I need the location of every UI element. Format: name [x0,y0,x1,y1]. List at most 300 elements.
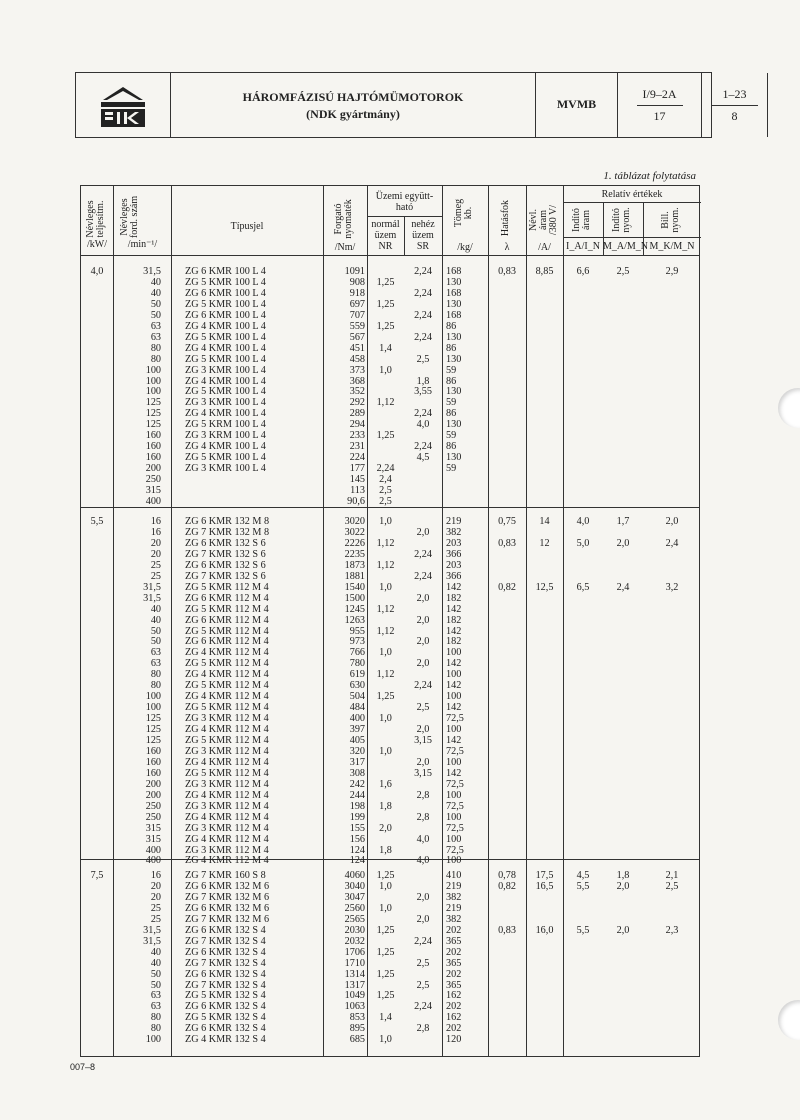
cell-type: ZG 3 KMR 112 M 4 [185,844,269,856]
cell-torque: 1710 [344,957,365,969]
page-number [702,73,768,137]
cell-type: ZG 7 KMR 132 S 6 [185,570,266,582]
cell-sr: 2,8 [416,811,430,823]
power-group-label: 4,0 [90,266,104,277]
cell-speed: 20 [150,880,161,892]
cell-torque: 484 [349,702,365,714]
sheet-number [618,73,702,137]
cell-mass: 142 [446,680,462,692]
cell-sr: 2,0 [416,724,430,736]
cell-speed: 50 [150,309,161,321]
cell-current: 12 [539,537,550,549]
col-header-eff: Hatásfok [500,199,511,237]
cell-speed: 40 [150,287,161,299]
cell-type: ZG 6 KMR 132 S 4 [185,946,266,958]
cell-speed: 125 [145,735,161,746]
col-header-service: Üzemi együtt- ható [375,191,434,213]
cell-mass: 120 [446,1034,462,1046]
cell-start-torque-ratio: 1,7 [616,516,630,527]
subheader-line [563,237,701,238]
cell-type: ZG 7 KMR 132 S 4 [185,979,266,991]
cell-mass: 202 [446,1023,462,1035]
cell-type: ZG 4 KMR 100 L 4 [185,408,266,420]
cell-type: ZG 5 KMR 132 S 4 [185,990,266,1002]
col-header-start-current: Indító áram [571,208,592,232]
cell-start-current-ratio: 5,0 [576,537,590,549]
cell-sr: 3,15 [414,735,432,746]
cell-torque: 145 [349,474,365,486]
cell-torque: 124 [349,844,365,856]
cell-nr: 2,4 [379,474,392,486]
cell-nr: 1,6 [379,778,392,790]
cell-nr: 1,25 [376,430,395,442]
cell-start-torque-ratio: 2,0 [616,537,630,549]
cell-eff: 0,83 [498,537,516,549]
cell-type: ZG 4 KMR 112 M 4 [185,724,269,736]
cell-torque: 199 [349,811,365,823]
cell-sr: 3,15 [414,767,432,779]
cell-current: 14 [539,516,550,527]
cell-breakdown-torque-ratio: 2,4 [665,537,679,549]
cell-torque: 697 [349,298,365,310]
cell-sr: 2,24 [414,570,432,582]
cell-type: ZG 4 KMR 112 M 4 [185,811,269,823]
cell-speed: 63 [150,331,161,343]
cell-current: 16,0 [535,924,554,936]
cell-torque: 458 [349,353,365,365]
cell-mass: 130 [446,452,462,464]
cell-speed: 25 [150,902,161,914]
cell-nr: 1,25 [376,924,395,936]
cell-type: ZG 6 KMR 132 S 4 [185,924,266,936]
cell-torque: 124 [349,855,365,867]
cell-nr: 1,0 [379,1034,392,1046]
cell-nr: 1,0 [379,713,392,725]
cell-torque: 685 [349,1034,365,1046]
cell-nr: 1,25 [376,946,395,958]
cell-torque: 352 [349,386,365,398]
document-title [171,73,536,137]
cell-current: 8,85 [535,266,554,277]
cell-breakdown-torque-ratio: 3,2 [665,581,679,593]
cell-torque: 242 [349,778,365,790]
cell-sr: 4,0 [416,855,430,867]
cell-speed: 125 [145,397,161,409]
cell-mass: 72,5 [446,745,464,757]
cell-mass: 86 [446,441,457,453]
cell-mass: 142 [446,625,462,637]
cell-torque: 3020 [344,516,365,527]
cell-type: ZG 5 KMR 132 S 4 [185,1012,266,1024]
cell-sr: 2,0 [416,636,430,648]
page-number-top: 1–23 [722,87,747,101]
cell-speed: 100 [145,386,161,398]
cell-current: 16,5 [535,880,554,892]
cell-speed: 40 [150,603,161,615]
cell-mass: 72,5 [446,844,464,856]
cell-nr: 1,25 [376,298,395,310]
cell-type: ZG 3 KMR 112 M 4 [185,822,269,834]
cell-type: ZG 4 KMR 112 M 4 [185,855,269,867]
cell-torque: 2560 [344,902,365,914]
cell-mass: 142 [446,767,462,779]
logo-cell [76,73,171,137]
cell-nr: 2,5 [379,485,392,496]
cell-breakdown-torque-ratio: 2,9 [665,266,679,277]
punch-hole [778,388,800,428]
cell-start-current-ratio: 5,5 [576,880,590,892]
cell-type: ZG 5 KMR 112 M 4 [185,680,269,692]
cell-type: ZG 5 KMR 112 M 4 [185,767,269,779]
cell-mass: 100 [446,756,462,768]
cell-sr: 2,5 [416,702,430,714]
cell-nr: 1,0 [379,647,392,659]
cell-type: ZG 4 KMR 132 S 4 [185,1034,266,1046]
cell-sr: 4,0 [416,419,430,431]
cell-torque: 766 [349,647,365,659]
col-header-mass: Tömeg kb. [453,198,474,228]
cell-sr: 2,24 [414,680,432,692]
cell-breakdown-torque-ratio: 2,5 [665,880,679,892]
cell-mass: 142 [446,735,462,746]
cell-torque: 955 [349,625,365,637]
cell-mass: 72,5 [446,800,464,812]
cell-mass: 382 [446,526,462,538]
cell-torque: 895 [349,1023,365,1035]
cell-nr: 1,25 [376,968,395,980]
cell-mass: 168 [446,287,462,299]
cell-speed: 200 [145,789,161,801]
cell-mass: 410 [446,870,462,881]
cell-type: ZG 6 KMR 132 S 6 [185,559,266,571]
cell-speed: 40 [150,614,161,626]
cell-type: ZG 3 KMR 112 M 4 [185,778,269,790]
cell-torque: 619 [349,669,365,681]
cell-mass: 86 [446,408,457,420]
document-header [75,72,747,138]
cell-sr: 2,24 [414,1001,432,1013]
cell-mass: 130 [446,276,462,288]
cell-torque: 707 [349,309,365,321]
cell-mass: 219 [446,516,462,527]
cell-speed: 400 [145,495,161,507]
cell-type: ZG 5 KMR 100 L 4 [185,386,266,398]
col-header-start-torque: Indító nyom. [611,207,632,233]
cell-torque: 244 [349,789,365,801]
cell-torque: 1500 [344,592,365,604]
col-unit-eff: λ [504,242,510,253]
col-unit-start-torque: M_A/M_N [603,241,649,252]
cell-torque: 973 [349,636,365,648]
cell-sr: 1,8 [416,375,430,387]
cell-type: ZG 6 KMR 132 S 4 [185,968,266,980]
cell-mass: 202 [446,968,462,980]
cell-nr: 1,0 [379,745,392,757]
cell-type: ZG 5 KMR 100 L 4 [185,331,266,343]
cell-torque: 405 [349,735,365,746]
cell-start-torque-ratio: 2,0 [616,924,630,936]
cell-speed: 63 [150,990,161,1002]
cell-mass: 130 [446,353,462,365]
cell-torque: 90,6 [347,495,365,507]
cell-nr: 1,12 [376,559,395,571]
cell-speed: 50 [150,625,161,637]
cell-nr: 1,25 [376,990,395,1002]
cell-torque: 1091 [344,266,365,277]
cell-torque: 397 [349,724,365,736]
cell-mass: 72,5 [446,713,464,725]
cell-type: ZG 3 KMR 112 M 4 [185,800,269,812]
cell-type: ZG 6 KMR 100 L 4 [185,309,266,321]
cell-type: ZG 4 KMR 112 M 4 [185,691,269,703]
cell-sr: 4,5 [416,452,430,464]
cell-speed: 80 [150,342,161,354]
cell-torque: 3040 [344,880,365,892]
cell-speed: 50 [150,298,161,310]
col-header-current: Névl. áram /380 V/ [528,204,559,236]
cell-mass: 142 [446,581,462,593]
cell-speed: 80 [150,1023,161,1035]
cell-mass: 59 [446,430,457,442]
cell-torque: 231 [349,441,365,453]
cell-speed: 31,5 [143,581,161,593]
org-code: MVMB [536,73,618,137]
cell-speed: 160 [145,767,161,779]
cell-speed: 160 [145,441,161,453]
cell-speed: 160 [145,430,161,442]
cell-mass: 382 [446,913,462,925]
cell-torque: 567 [349,331,365,343]
cell-speed: 200 [145,463,161,475]
cell-type: ZG 7 KMR 132 M 6 [185,913,270,925]
cell-mass: 162 [446,1012,462,1024]
cell-speed: 125 [145,419,161,431]
cell-type: ZG 6 KMR 112 M 4 [185,614,269,626]
cell-start-current-ratio: 4,0 [576,516,590,527]
cell-mass: 100 [446,789,462,801]
cell-type: ZG 6 KMR 132 S 6 [185,537,266,549]
cell-type: ZG 3 KMR 100 L 4 [185,463,266,475]
cell-start-current-ratio: 4,5 [576,870,590,881]
cell-mass: 162 [446,990,462,1002]
cell-sr: 2,8 [416,789,430,801]
cell-mass: 202 [446,1001,462,1013]
cell-sr: 2,8 [416,1023,430,1035]
group-divider [81,507,699,508]
cell-nr: 1,4 [379,1012,392,1024]
cell-type: ZG 4 KMR 112 M 4 [185,647,269,659]
cell-mass: 182 [446,614,462,626]
cell-type: ZG 4 KMR 112 M 4 [185,756,269,768]
cell-mass: 203 [446,537,462,549]
cell-torque: 2235 [344,548,365,560]
cell-type: ZG 4 KMR 100 L 4 [185,342,266,354]
cell-eff: 0,78 [498,870,516,881]
cell-type: ZG 3 KRM 100 L 4 [185,430,266,442]
col-header-sr: nehéz üzem SR [411,219,435,252]
col-unit-start-current: I_A/I_N [566,241,600,252]
cell-nr: 1,25 [376,276,395,288]
cell-nr: 1,25 [376,870,395,881]
cell-current: 17,5 [535,870,554,881]
cell-type: ZG 5 KMR 112 M 4 [185,625,269,637]
cell-mass: 142 [446,603,462,615]
cell-type: ZG 5 KRM 100 L 4 [185,419,266,431]
cell-mass: 142 [446,658,462,670]
header-bottom-line [81,255,699,256]
cell-type: ZG 5 KMR 112 M 4 [185,658,269,670]
cell-mass: 72,5 [446,778,464,790]
cell-mass: 100 [446,811,462,823]
cell-sr: 2,24 [414,287,432,299]
cell-type: ZG 6 KMR 132 S 4 [185,1001,266,1013]
power-group-label: 7,5 [90,870,104,881]
cell-speed: 20 [150,548,161,560]
cell-torque: 1881 [344,570,365,582]
page-number-bottom: 8 [731,109,738,123]
col-header-breakdown-torque: Bill. nyom. [660,207,681,233]
cell-speed: 125 [145,724,161,736]
cell-mass: 100 [446,647,462,659]
cell-speed: 20 [150,537,161,549]
cell-nr: 1,12 [376,603,395,615]
cell-type: ZG 6 KMR 132 M 8 [185,516,270,527]
cell-type: ZG 6 KMR 132 M 6 [185,902,270,914]
cell-mass: 182 [446,636,462,648]
cell-mass: 168 [446,266,462,277]
subheader-line [563,202,701,203]
cell-torque: 4060 [344,870,365,881]
cell-mass: 219 [446,880,462,892]
cell-torque: 233 [349,430,365,442]
cell-torque: 1314 [344,968,365,980]
cell-mass: 100 [446,833,462,845]
cell-sr: 2,0 [416,526,430,538]
cell-mass: 168 [446,309,462,321]
cell-breakdown-torque-ratio: 2,1 [665,870,679,881]
cell-torque: 1063 [344,1001,365,1013]
subheader-line [367,216,442,217]
cell-sr: 2,24 [414,935,432,947]
cell-mass: 59 [446,397,457,409]
cell-breakdown-torque-ratio: 2,3 [665,924,679,936]
cell-mass: 365 [446,957,462,969]
cell-type: ZG 5 KMR 112 M 4 [185,702,269,714]
col-header-power: Névleges teljesítm. [85,200,106,238]
cell-type: ZG 4 KMR 112 M 4 [185,669,269,681]
cell-torque: 1317 [344,979,365,991]
cell-torque: 3022 [344,526,365,538]
cell-mass: 203 [446,559,462,571]
cell-sr: 2,24 [414,309,432,321]
table-continuation-note: 1. táblázat folytatása [603,170,696,182]
cell-torque: 1245 [344,603,365,615]
cell-type: ZG 7 KMR 132 M 8 [185,526,270,538]
col-unit-power: /kW/ [87,239,107,250]
cell-speed: 16 [150,870,161,881]
cell-torque: 2565 [344,913,365,925]
cell-speed: 100 [145,702,161,714]
cell-sr: 2,24 [414,441,432,453]
cell-torque: 1540 [344,581,365,593]
cell-speed: 31,5 [143,924,161,936]
cell-mass: 365 [446,979,462,991]
cell-torque: 292 [349,397,365,409]
cell-mass: 86 [446,342,457,354]
cell-speed: 63 [150,1001,161,1013]
cell-torque: 504 [349,691,365,703]
cell-start-current-ratio: 6,5 [576,581,590,593]
cell-mass: 182 [446,592,462,604]
cell-speed: 250 [145,800,161,812]
cell-torque: 1706 [344,946,365,958]
cell-mass: 100 [446,724,462,736]
cell-speed: 100 [145,1034,161,1046]
cell-torque: 368 [349,375,365,387]
company-logo [99,84,147,130]
cell-speed: 16 [150,526,161,538]
cell-torque: 156 [349,833,365,845]
cell-type: ZG 4 KMR 112 M 4 [185,789,269,801]
cell-sr: 4,0 [416,833,430,845]
cell-start-torque-ratio: 2,5 [616,266,630,277]
cell-speed: 40 [150,946,161,958]
cell-speed: 250 [145,811,161,823]
cell-nr: 1,12 [376,397,395,409]
cell-speed: 400 [145,844,161,856]
cell-sr: 2,5 [416,957,430,969]
cell-mass: 366 [446,570,462,582]
title-line-2: (NDK gyártmány) [306,107,400,121]
cell-torque: 294 [349,419,365,431]
cell-speed: 80 [150,353,161,365]
cell-torque: 3047 [344,891,365,903]
cell-type: ZG 5 KMR 100 L 4 [185,276,266,288]
cell-mass: 59 [446,463,457,475]
cell-speed: 80 [150,669,161,681]
cell-sr: 2,24 [414,331,432,343]
col-header-nr: normál üzem NR [371,219,400,252]
cell-type: ZG 6 KMR 112 M 4 [185,592,269,604]
cell-mass: 72,5 [446,822,464,834]
cell-torque: 908 [349,276,365,288]
cell-eff: 0,75 [498,516,516,527]
cell-speed: 63 [150,658,161,670]
cell-sr: 2,24 [414,408,432,420]
cell-type: ZG 4 KMR 100 L 4 [185,320,266,332]
cell-type: ZG 3 KMR 100 L 4 [185,364,266,376]
cell-nr: 1,8 [379,844,392,856]
cell-type: ZG 4 KMR 100 L 4 [185,441,266,453]
cell-type: ZG 3 KMR 100 L 4 [185,397,266,409]
cell-nr: 1,12 [376,669,395,681]
cell-current: 12,5 [535,581,554,593]
cell-torque: 451 [349,342,365,354]
sheet-number-bottom: 17 [653,109,666,123]
sheet-number-top: I/9–2A [642,87,677,101]
cell-speed: 25 [150,913,161,925]
cell-sr: 2,0 [416,592,430,604]
cell-speed: 25 [150,570,161,582]
cell-nr: 1,25 [376,320,395,332]
cell-torque: 198 [349,800,365,812]
cell-torque: 2032 [344,935,365,947]
cell-torque: 400 [349,713,365,725]
cell-torque: 2030 [344,924,365,936]
cell-speed: 100 [145,364,161,376]
cell-eff: 0,83 [498,924,516,936]
document-code: 007–8 [70,1062,96,1072]
